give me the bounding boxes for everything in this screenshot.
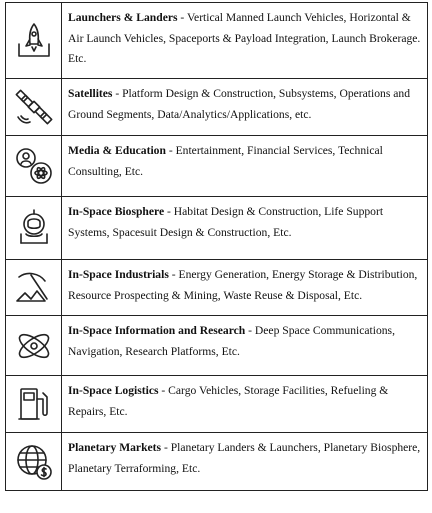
category-description: - Habitat Design & Construction, Life Support Systems, Spacesuit Design & Construction, Etc. [68, 205, 384, 239]
category-description: - Deep Space Communications, Navigation, Research Platforms, Etc. [68, 324, 395, 358]
row-text [62, 376, 427, 432]
category-description: - Entertainment, Financial Services, Technical Consulting, Etc. [68, 144, 383, 178]
satellite-icon [13, 86, 55, 128]
icon-cell [6, 316, 62, 375]
row-text [62, 197, 427, 259]
category-title: Planetary Markets [68, 441, 162, 454]
category-title: Media & Education [68, 144, 166, 157]
sector-table [5, 2, 428, 491]
row-text [62, 3, 427, 78]
rocket-icon [13, 20, 55, 62]
category-description: - Platform Design & Construction, Subsystems, Operations and Ground Segments, Data/Analytics/Applications, etc. [68, 87, 410, 121]
icon-cell [6, 433, 62, 490]
category-title: In-Space Biosphere [68, 205, 165, 218]
atom-icon [13, 325, 55, 367]
icon-cell [6, 3, 62, 78]
category-title: In-Space Information and Research [68, 324, 246, 337]
category-title: Satellites [68, 87, 113, 100]
category-title: In-Space Industrials [68, 268, 169, 281]
category-title: In-Space Logistics [68, 384, 159, 397]
category-description: - Planetary Landers & Launchers, Planetary Biosphere, Planetary Terraforming, Etc. [68, 441, 421, 475]
table-row [6, 197, 427, 260]
icon-cell [6, 260, 62, 315]
category-description: - Energy Generation, Energy Storage & Distribution, Resource Prospecting & Mining, Waste Reuse & Disposal, Etc. [68, 268, 418, 302]
globe-dollar-icon [13, 441, 55, 483]
table-row [6, 316, 427, 376]
icon-cell [6, 136, 62, 196]
fuel-pump-icon [13, 383, 55, 425]
astronaut-helmet-icon [13, 207, 55, 249]
table-row [6, 260, 427, 316]
table-row [6, 79, 427, 136]
table-row [6, 136, 427, 197]
icon-cell [6, 197, 62, 259]
category-description: - Vertical Manned Launch Vehicles, Horizontal & Air Launch Vehicles, Spaceports & Payload Integration, Launch Brokerage. Etc. [68, 11, 421, 65]
category-title: Launchers & Landers [68, 11, 178, 24]
media-education-icon [13, 145, 55, 187]
row-text [62, 79, 427, 135]
pickaxe-icon [13, 267, 55, 309]
icon-cell [6, 79, 62, 135]
table-row [6, 433, 427, 491]
row-text [62, 136, 427, 196]
row-text [62, 260, 427, 315]
category-description: - Cargo Vehicles, Storage Facilities, Refueling & Repairs, Etc. [68, 384, 389, 418]
table-row [6, 3, 427, 79]
table-row [6, 376, 427, 433]
icon-cell [6, 376, 62, 432]
row-text [62, 433, 427, 490]
row-text [62, 316, 427, 375]
